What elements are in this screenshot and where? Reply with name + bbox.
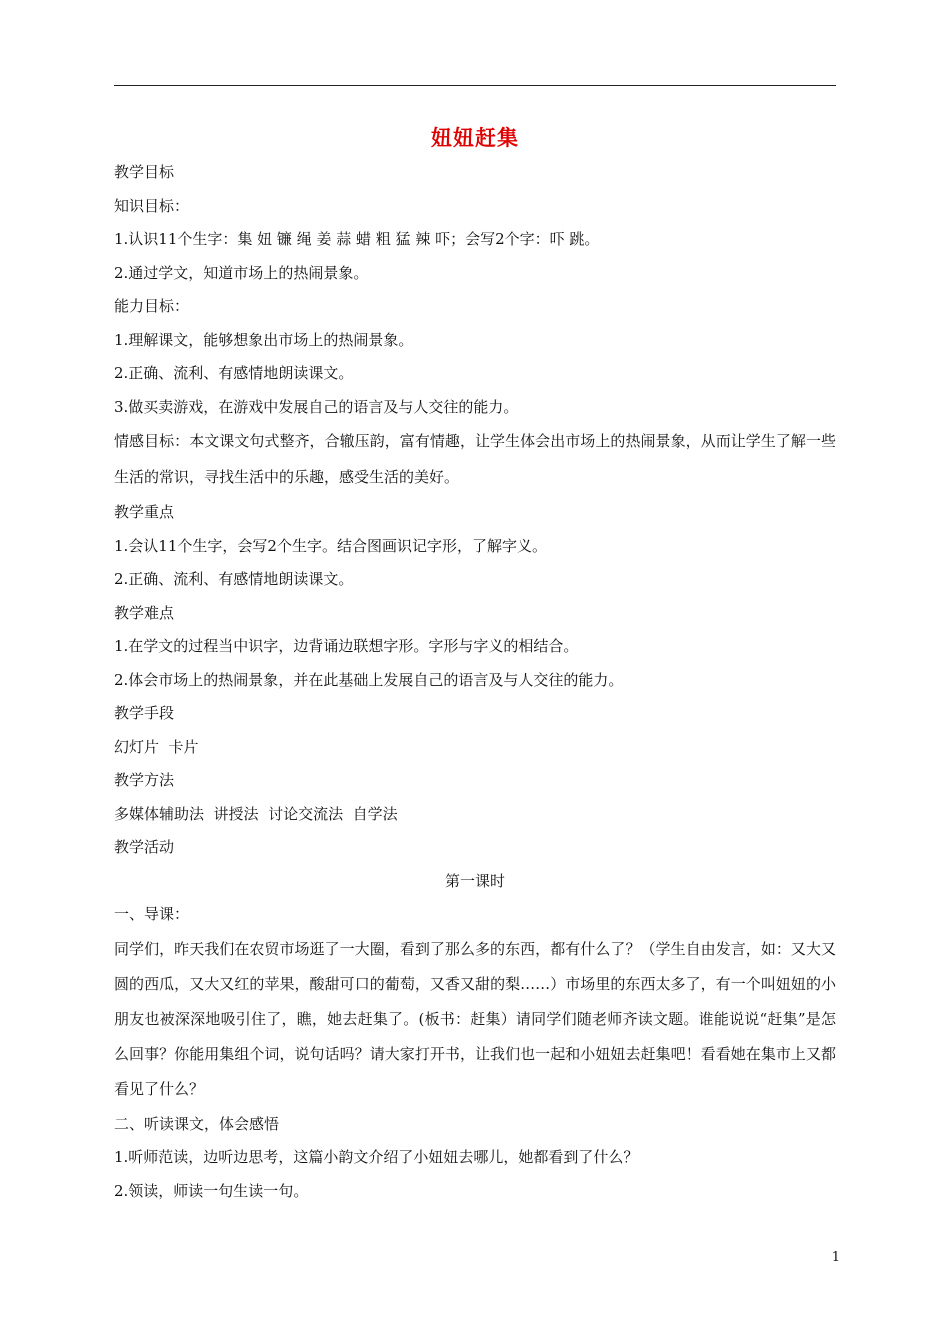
heading-teaching-methods: 教学方法 (114, 771, 175, 789)
knowledge-goal-1: 1.认识11个生字：集 妞 镰 绳 姜 蒜 蜡 粗 猛 辣 吓；会写2个字：吓 跳。 (114, 230, 600, 248)
section-listen-heading: 二、听读课文，体会感悟 (114, 1114, 280, 1133)
difficulty-2: 2.体会市场上的热闹景象，并在此基础上发展自己的语言及与人交往的能力。 (114, 670, 624, 689)
lesson-heading: 第一课时 (444, 871, 505, 890)
teaching-methods: 多媒体辅助法 讲授法 讨论交流法 自学法 (114, 804, 398, 823)
listen-step-2: 2.领读，师读一句生读一句。 (114, 1181, 309, 1200)
listen-step-1: 1.听师范读，边听边思考，这篇小韵文介绍了小妞妞去哪儿，她都看到了什么？ (114, 1148, 639, 1166)
document-title: 妞妞赶集 (431, 126, 519, 150)
document-body (114, 156, 836, 1208)
ability-goal-3: 3.做买卖游戏，在游戏中发展自己的语言及与人交往的能力。 (114, 397, 519, 416)
header-rule (114, 85, 836, 86)
ability-goal-1: 1.理解课文，能够想象出市场上的热闹景象。 (114, 330, 414, 349)
key-point-2: 2.正确、流利、有感情地朗读课文。 (114, 570, 354, 588)
ability-goal-label: 能力目标： (114, 297, 190, 315)
heading-difficulties: 教学难点 (114, 603, 175, 622)
teaching-means: 幻灯片 卡片 (114, 737, 199, 756)
heading-teaching-means: 教学手段 (114, 704, 175, 722)
heading-teaching-activities: 教学活动 (114, 838, 175, 856)
section-intro-heading: 一、导课： (114, 905, 190, 923)
intro-paragraph: 同学们，昨天我们在农贸市场逛了一大圈，看到了那么多的东西，都有什么了？（学生自由发言，如：又大又圆的西瓜，又大又红的苹果，酸甜可口的葡萄，又香又甜的梨……）市场里的东西太多了，有一个叫妞妞的小朋友也被深深地吸引住了，瞧，她去赶集了。(板书：赶集）请同学们随老师齐读文题。谁能说说“赶集”是怎么回事？你能用集组个词，说句话吗？请大家打开书，让我们也一起和小妞妞去赶集吧！看看她在集市上又都看见了什么？ (114, 939, 836, 1098)
difficulty-1: 1.在学文的过程当中识字，边背诵边联想字形。字形与字义的相结合。 (114, 637, 579, 655)
knowledge-goal-2: 2.通过学文，知道市场上的热闹景象。 (114, 263, 369, 282)
ability-goal-2: 2.正确、流利、有感情地朗读课文。 (114, 364, 354, 382)
page-number: 1 (831, 1250, 840, 1265)
heading-teaching-goals: 教学目标 (114, 163, 175, 181)
knowledge-goal-label: 知识目标： (114, 196, 190, 215)
emotion-goal-paragraph: 情感目标：本文课文句式整齐，合辙压韵，富有情趣，让学生体会出市场上的热闹景象，从而让学生了解一些生活的常识，寻找生活中的乐趣，感受生活的美好。 (114, 432, 836, 486)
heading-key-points: 教学重点 (114, 503, 175, 521)
key-point-1: 1.会认11个生字，会写2个生字。结合图画识记字形，了解字义。 (114, 536, 547, 555)
